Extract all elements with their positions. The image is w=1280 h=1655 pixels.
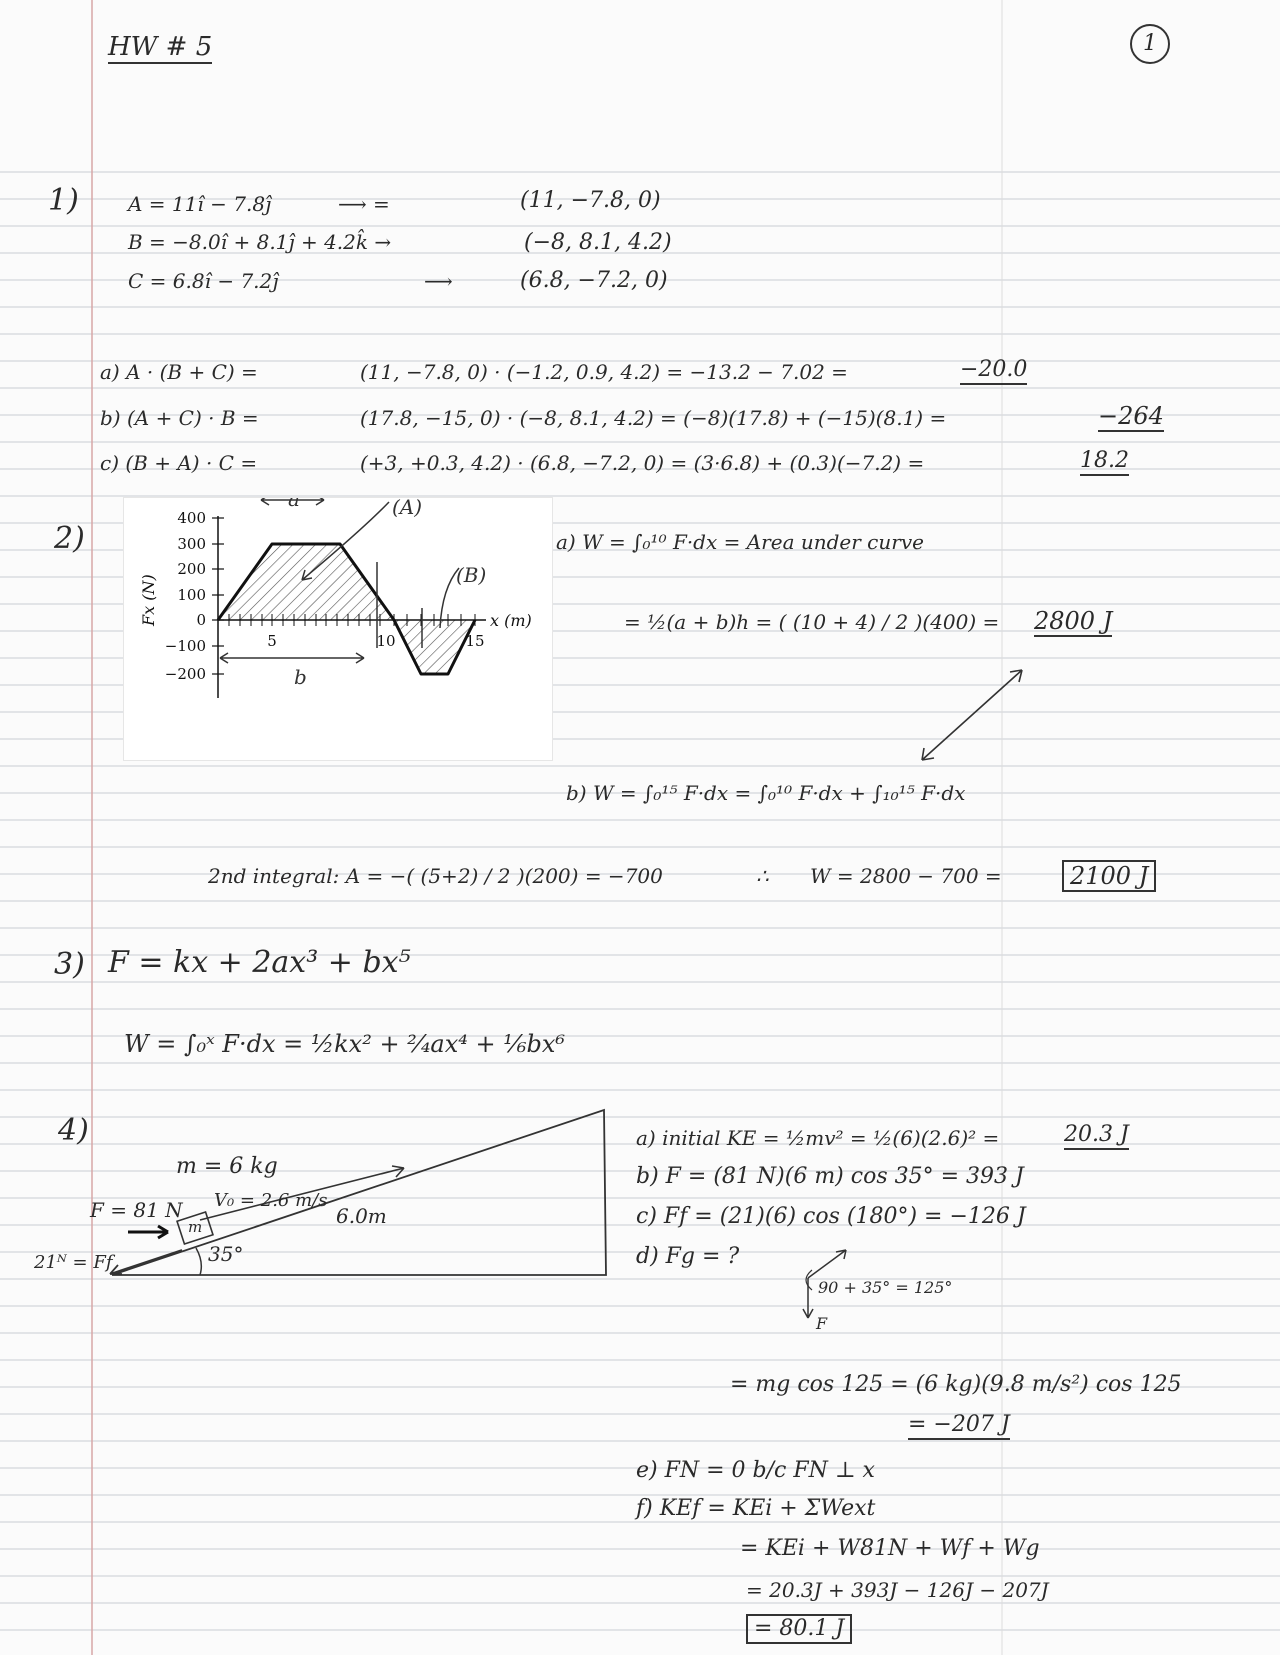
p4f-line2: = KEi + W81N + Wf + Wg (740, 1536, 1040, 1561)
problem-1-label: 1) (48, 183, 79, 218)
p4a-answer: 20.3 J (1064, 1124, 1129, 1150)
vector-c-tuple: (6.8, −7.2, 0) (520, 268, 668, 293)
p1b-answer: −264 (1098, 402, 1164, 430)
force-graph-svg (124, 498, 552, 760)
page-number-text: 1 (1143, 31, 1157, 56)
p1c-lhs: c) (B + A) · C = (100, 451, 258, 475)
x-tick-label: 15 (465, 632, 485, 650)
p1a-rhs: (11, −7.8, 0) · (−1.2, 0.9, 4.2) = −13.2 − 7.02 = (360, 360, 848, 384)
annotation-a: a (288, 498, 300, 511)
p1b-rhs: (17.8, −15, 0) · (−8, 8.1, 4.2) = (−8)(17.8) + (−15)(8.1) = (360, 406, 947, 430)
p4b-text: b) F = (81 N)(6 m) cos 35° = 393 J (636, 1164, 1024, 1189)
vector-c-arrow: ⟶ (424, 269, 453, 293)
p4f-line3: = 20.3J + 393J − 126J − 207J (746, 1578, 1049, 1602)
p1b-lhs: b) (A + C) · B = (100, 406, 259, 430)
p2a-integral: a) W = ∫₀¹⁰ F·dx = Area under curve (556, 530, 924, 554)
p4c-text: c) Ff = (21)(6) cos (180°) = −126 J (636, 1204, 1026, 1229)
vector-a-arrow: ⟶ = (338, 192, 390, 216)
x-axis-label: x (m) (490, 611, 532, 630)
y-tick-label: 300 (177, 535, 206, 553)
vector-a-tuple: (11, −7.8, 0) (520, 188, 661, 213)
problem-2-label: 2) (54, 521, 85, 556)
p2b-integral: b) W = ∫₀¹⁵ F·dx = ∫₀¹⁰ F·dx + ∫₁₀¹⁵ F·dx (566, 781, 966, 805)
p4f-answer: = 80.1 J (746, 1614, 852, 1644)
p4f-text: f) KEf = KEi + ΣWext (636, 1496, 876, 1521)
p4d-answer: = −207 J (908, 1414, 1010, 1440)
p4d-force: F (816, 1314, 828, 1333)
p1c-answer: 18.2 (1080, 450, 1129, 476)
p4e-text: e) FN = 0 b/c FN ⊥ x (636, 1458, 875, 1483)
p4-friction-label: 21ᴺ = Ff (34, 1252, 113, 1273)
p2-therefore: ∴ (756, 864, 769, 888)
page-title: HW # 5 (108, 32, 213, 62)
p2a-answer: 2800 J (1034, 607, 1113, 635)
p4-angle-label: 35° (208, 1242, 244, 1266)
p4d-text: d) Fg = ? (636, 1244, 740, 1269)
vector-a-def: A = 11î − 7.8ĵ (128, 192, 272, 216)
p2a-area: = ½(a + b)h = ( (10 + 4) / 2 )(400) = (624, 610, 1000, 634)
x-tick-label: 5 (267, 632, 277, 650)
page-number (1130, 24, 1170, 64)
y-tick-label: 200 (177, 560, 206, 578)
p1c-rhs: (+3, +0.3, 4.2) · (6.8, −7.2, 0) = (3·6.8) + (0.3)(−7.2) = (360, 451, 925, 475)
p4a-text: a) initial KE = ½mv² = ½(6)(2.6)² = (636, 1126, 1000, 1150)
y-tick-label: 400 (177, 509, 206, 527)
p4-distance-label: 6.0m (336, 1204, 387, 1228)
x-tick-label: 10 (376, 632, 396, 650)
problem-3-label: 3) (54, 947, 85, 982)
p1a-answer: −20.0 (960, 359, 1027, 385)
p4-mass-label: m = 6 kg (176, 1154, 278, 1179)
y-tick-label: 0 (196, 611, 206, 629)
p2b-answer: 2100 J (1062, 860, 1156, 892)
annotation-b: b (294, 665, 307, 689)
vector-c-def: C = 6.8î − 7.2ĵ (128, 269, 279, 293)
p4-force-label: F = 81 N (90, 1198, 183, 1222)
force-graph (124, 498, 552, 760)
annotation-region-b: (B) (456, 563, 487, 587)
problem-4-label: 4) (58, 1113, 89, 1148)
vector-b-def: B = −8.0î + 8.1ĵ + 4.2k̂ → (128, 230, 392, 254)
p1a-lhs: a) A · (B + C) = (100, 360, 258, 384)
y-tick-label: −100 (164, 637, 206, 655)
p4d-calc: = mg cos 125 = (6 kg)(9.8 m/s²) cos 125 (730, 1372, 1182, 1397)
p3-work-integral: W = ∫₀ˣ F·dx = ½kx² + ²⁄₄ax⁴ + ⅙bx⁶ (124, 1030, 566, 1058)
y-tick-label: 100 (177, 586, 206, 604)
p2-second-integral: 2nd integral: A = −( (5+2) / 2 )(200) = −700 (208, 864, 663, 888)
p4-block-label: m (188, 1218, 203, 1236)
vector-b-tuple: (−8, 8.1, 4.2) (524, 230, 672, 255)
annotation-region-a: (A) (392, 498, 423, 519)
p2-total-work: W = 2800 − 700 = (810, 864, 1002, 888)
p4d-angle: 90 + 35° = 125° (818, 1278, 953, 1297)
p4-velocity-label: V₀ = 2.6 m/s (214, 1190, 328, 1211)
p3-force-law: F = kx + 2ax³ + bx⁵ (108, 945, 411, 980)
y-axis-label: Fx (N) (139, 574, 158, 626)
y-tick-label: −200 (164, 665, 206, 683)
